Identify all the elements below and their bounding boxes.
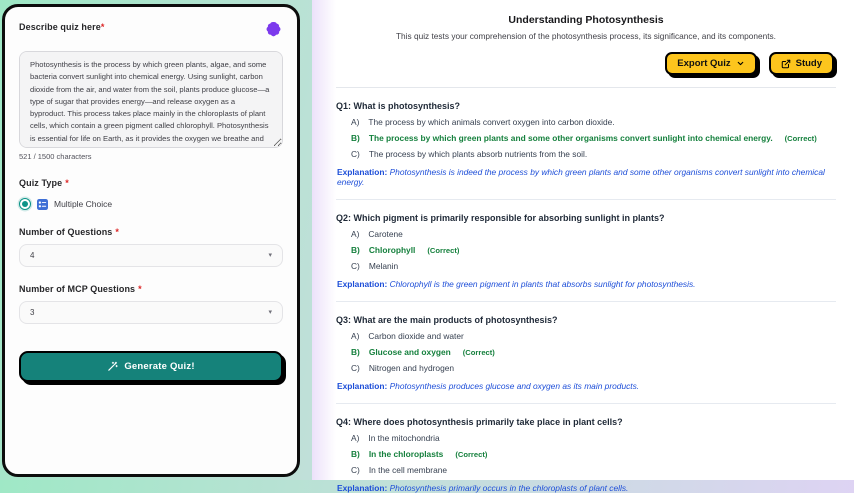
question-explanation (336, 483, 836, 493)
describe-label (19, 22, 104, 32)
question-title: Q4: Where does photosynthesis primarily take place in plant cells? (336, 417, 623, 427)
quiz-type-label-text: Quiz Type (19, 178, 63, 188)
question-option (336, 433, 836, 443)
question-title: Q3: What are the main products of photosynthesis? (336, 315, 558, 325)
quiz-preview-panel (312, 0, 854, 493)
num-questions-select[interactable] (19, 244, 283, 267)
option-text: In the chloroplasts (368, 449, 444, 459)
correct-tag: (Correct) (455, 450, 488, 459)
correct-tag: (Correct) (462, 348, 495, 357)
question-title: Q2: Which pigment is primarily responsible for absorbing sunlight in plants? (336, 213, 665, 223)
explanation-label: Explanation: (337, 483, 390, 493)
option-letter: C) (351, 149, 360, 159)
option-text: Chlorophyll (368, 245, 416, 255)
quiz-config-panel (2, 4, 300, 477)
question-divider (336, 199, 836, 200)
option-letter: C) (351, 261, 360, 271)
required-mark: * (115, 227, 120, 237)
option-text: Glucose and oxygen (368, 347, 451, 357)
option-letter: C) (351, 465, 360, 475)
option-letter: B) (351, 347, 360, 357)
option-letter: B) (351, 245, 360, 255)
explanation-text: Photosynthesis produces glucose and oxygen as its main products. (389, 381, 640, 391)
question-option (336, 245, 836, 255)
question-list (336, 101, 836, 493)
option-text: Carotene (368, 229, 403, 239)
option-letter: C) (351, 363, 360, 373)
question-explanation (336, 167, 836, 187)
option-text: Nitrogen and hydrogen (368, 363, 455, 373)
num-questions-value: 4 (30, 251, 35, 260)
option-text: Melanin (368, 261, 399, 271)
option-letter: B) (351, 133, 360, 143)
quiz-type-radio[interactable] (19, 198, 31, 210)
num-mcp-questions-value: 3 (30, 308, 35, 317)
question-block (336, 315, 836, 391)
explanation-label: Explanation: (337, 279, 390, 289)
question-block (336, 213, 836, 289)
explanation-label: Explanation: (337, 381, 390, 391)
option-letter: A) (351, 331, 360, 341)
correct-tag: (Correct) (427, 246, 460, 255)
chevron-down-icon: ▾ (268, 309, 272, 316)
question-option (336, 449, 836, 459)
quiz-actions (336, 52, 836, 75)
question-option (336, 117, 836, 127)
option-letter: A) (351, 229, 360, 239)
explanation-text: Photosynthesis is indeed the process by which green plants and some other organisms convert sunlight into chemical energy. (337, 167, 825, 187)
generate-quiz-button[interactable] (19, 351, 283, 382)
option-text: In the mitochondria (368, 433, 440, 443)
question-explanation (336, 279, 836, 289)
num-questions-label-text: Number of Questions (19, 227, 113, 237)
question-option (336, 363, 836, 373)
wand-icon (107, 361, 118, 372)
character-counter: 521 / 1500 characters (19, 152, 92, 161)
option-text: Carbon dioxide and water (368, 331, 464, 341)
quiz-type-option-row (19, 198, 283, 210)
question-divider (336, 301, 836, 302)
question-option (336, 331, 836, 341)
required-mark: * (100, 22, 105, 32)
quiz-type-label (19, 178, 283, 188)
option-text: The process by which plants absorb nutrients from the soil. (368, 149, 588, 159)
question-explanation (336, 381, 836, 391)
question-option (336, 149, 836, 159)
question-divider (336, 403, 836, 404)
num-questions-label (19, 227, 283, 237)
radio-dot (22, 201, 28, 207)
option-text: The process by which animals convert oxygen into carbon dioxide. (368, 117, 615, 127)
explanation-label: Explanation: (337, 167, 390, 177)
study-button[interactable] (769, 52, 834, 75)
external-link-icon (781, 59, 791, 69)
header-divider (336, 87, 836, 88)
question-option (336, 133, 836, 143)
chevron-down-icon: ▾ (268, 252, 272, 259)
quiz-subtitle: This quiz tests your comprehension of the photosynthesis process, its significance, and its components. (395, 31, 776, 41)
required-mark: * (65, 178, 69, 188)
num-mcp-questions-label (19, 284, 283, 294)
question-option (336, 465, 836, 475)
option-letter: B) (351, 449, 360, 459)
num-mcp-label-text: Number of MCP Questions (19, 284, 136, 294)
chevron-down-icon (736, 59, 745, 68)
question-title: Q1: What is photosynthesis? (336, 101, 461, 111)
required-mark: * (138, 284, 142, 294)
study-label: Study (795, 58, 822, 69)
option-letter: A) (351, 433, 360, 443)
question-block (336, 101, 836, 187)
explanation-text: Chlorophyll is the green pigment in plants that absorbs sunlight for photosynthesis. (389, 279, 696, 289)
num-mcp-questions-select[interactable] (19, 301, 283, 324)
option-letter: A) (351, 117, 360, 127)
generate-quiz-label: Generate Quiz! (124, 361, 195, 372)
describe-label-text: Describe quiz here (19, 22, 101, 32)
quiz-description-textarea[interactable] (19, 51, 283, 148)
question-block (336, 417, 836, 493)
question-option (336, 229, 836, 239)
multiple-choice-icon (37, 199, 48, 210)
option-text: In the cell membrane (368, 465, 448, 475)
option-text: The process by which green plants and some other organisms convert sunlight into chemical energy. (368, 133, 773, 143)
brain-icon (264, 20, 283, 44)
export-quiz-label: Export Quiz (677, 58, 731, 69)
quiz-title: Understanding Photosynthesis (508, 14, 664, 26)
export-quiz-button[interactable] (665, 52, 756, 75)
quiz-type-option-label: Multiple Choice (54, 199, 113, 209)
question-option (336, 261, 836, 271)
question-option (336, 347, 836, 357)
correct-tag: (Correct) (784, 134, 817, 143)
describe-header (19, 22, 283, 44)
explanation-text: Photosynthesis primarily occurs in the chloroplasts of plant cells. (389, 483, 629, 493)
